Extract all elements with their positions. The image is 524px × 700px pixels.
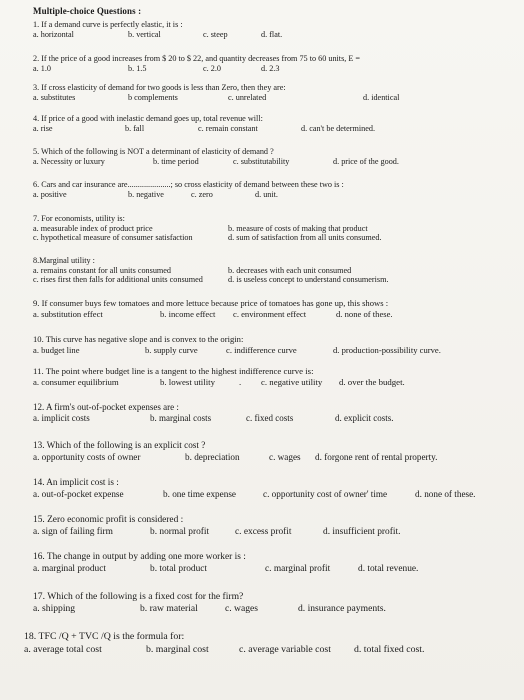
question-stem: 6. Cars and car insurance are.....................; so cross elasticity of demand between these two is : — [33, 180, 344, 189]
answer-option[interactable]: c. substitutability — [233, 157, 290, 166]
question-14 — [33, 476, 513, 498]
answer-option[interactable]: c. wages — [225, 603, 259, 614]
answer-option[interactable]: a. 1.0 — [33, 64, 51, 73]
question-11 — [33, 366, 513, 387]
answer-option[interactable]: c. average variable cost — [239, 644, 331, 655]
answer-option[interactable]: a. budget line — [33, 345, 80, 355]
question-stem: 2. If the price of a good increases from $ 20 to $ 22, and quantity decreases from 75 to 60 units, E = — [33, 54, 361, 63]
question-stem: 9. If consumer buys few tomatoes and more lettuce because price of tomatoes has gone up, this shows : — [33, 298, 389, 308]
answer-option[interactable]: a. substitution effect — [33, 309, 103, 319]
answer-options — [33, 377, 513, 387]
answer-option[interactable]: d. total fixed cost. — [354, 644, 425, 655]
question-stem: 1. If a demand curve is perfectly elastic, it is : — [33, 20, 183, 29]
answer-option[interactable]: d. is useless concept to understand consumerism. — [228, 275, 389, 285]
answer-option[interactable]: a. positive — [33, 190, 67, 199]
answer-options — [33, 224, 513, 233]
answer-option[interactable]: d. identical — [363, 93, 400, 102]
answer-option[interactable]: b. 1.5 — [128, 64, 147, 73]
answer-option[interactable]: b. vertical — [128, 30, 161, 39]
answer-option[interactable]: c. hypothetical measure of consumer satisfaction — [33, 233, 193, 243]
question-4 — [33, 114, 513, 133]
question-stem: 12. A firm's out-of-pocket expenses are : — [33, 402, 179, 412]
answer-options — [33, 266, 513, 275]
answer-option[interactable]: c. negative utility — [261, 377, 323, 387]
answer-options — [33, 345, 513, 354]
question-13 — [33, 439, 513, 461]
answer-option[interactable]: a. measurable index of product price — [33, 224, 153, 233]
answer-option[interactable]: c. marginal profit — [265, 564, 331, 574]
answer-options — [33, 190, 513, 199]
answer-option[interactable]: b. one time expense — [163, 489, 236, 499]
answer-option[interactable]: d. can't be determined. — [301, 124, 375, 133]
answer-option[interactable]: d. sum of satisfaction from all units consumed. — [228, 233, 382, 243]
answer-option[interactable]: b. decreases with each unit consumed — [228, 266, 352, 275]
question-stem: 3. If cross elasticity of demand for two goods is less than Zero, then they are: — [33, 83, 286, 92]
answer-option[interactable]: b. measure of costs of making that product — [228, 224, 368, 233]
question-12 — [33, 402, 513, 423]
question-stem: 11. The point where budget line is a tangent to the highest indifference curve is: — [33, 366, 314, 376]
answer-option[interactable]: a. opportunity costs of owner — [33, 452, 141, 462]
answer-option[interactable]: a. Necessity or luxury — [33, 157, 105, 166]
answer-option[interactable]: c. 2.0 — [203, 64, 221, 73]
question-stem: 5. Which of the following is NOT a determinant of elasticity of demand ? — [33, 147, 274, 156]
answer-options — [33, 603, 513, 614]
answer-option[interactable]: d. price of the good. — [333, 157, 399, 166]
answer-option[interactable]: . — [239, 377, 242, 387]
answer-option[interactable]: c. opportunity cost of owner' time — [263, 489, 388, 499]
answer-option[interactable]: a. remains constant for all units consumed — [33, 266, 172, 275]
answer-option[interactable]: d. insurance payments. — [298, 603, 386, 614]
answer-option[interactable]: a. marginal product — [33, 564, 106, 574]
answer-option[interactable]: c. excess profit — [235, 527, 292, 537]
answer-option[interactable]: a. horizontal — [33, 30, 74, 39]
answer-option[interactable]: a. substitutes — [33, 93, 76, 102]
answer-option[interactable]: d. insufficient profit. — [323, 527, 401, 537]
question-18 — [24, 630, 504, 654]
answer-options — [33, 309, 513, 318]
question-8 — [33, 256, 513, 284]
answer-options — [33, 157, 513, 166]
question-7 — [33, 214, 513, 242]
answer-option[interactable]: b. marginal cost — [146, 644, 209, 655]
question-stem: 14. An implicit cost is : — [33, 477, 119, 487]
question-5 — [33, 147, 513, 166]
question-15 — [33, 514, 513, 536]
answer-options — [33, 30, 513, 39]
answer-option[interactable]: c. steep — [203, 30, 228, 39]
answer-option[interactable]: d. unit. — [255, 190, 278, 199]
answer-options — [33, 563, 513, 573]
answer-option[interactable]: b. supply curve — [145, 345, 198, 355]
answer-option[interactable]: c. rises first then falls for additional units consumed — [33, 275, 203, 285]
answer-option[interactable]: a. sign of failing firm — [33, 527, 113, 537]
answer-options — [33, 451, 513, 461]
question-stem: 17. Which of the following is a fixed cost for the firm? — [33, 591, 244, 602]
answer-option[interactable]: a. shipping — [33, 603, 76, 614]
question-stem: 16. The change in output by adding one more worker is : — [33, 552, 246, 562]
question-10 — [33, 334, 513, 354]
answer-option[interactable]: b. total product — [150, 564, 208, 574]
answer-option[interactable]: d. none of these. — [336, 309, 393, 319]
answer-option[interactable]: b. negative — [128, 190, 164, 199]
answer-option[interactable]: a. average total cost — [24, 644, 102, 655]
answer-option[interactable]: b. lowest utility — [160, 377, 215, 387]
answer-option[interactable]: d. flat. — [261, 30, 283, 39]
answer-option[interactable]: d. over the budget. — [339, 377, 405, 387]
answer-options — [33, 233, 513, 242]
answer-option[interactable]: c. zero — [191, 190, 213, 199]
answer-option[interactable]: b. time period — [153, 157, 199, 166]
answer-option[interactable]: c. wages — [269, 452, 301, 462]
question-stem: 13. Which of the following is an explicit cost ? — [33, 440, 206, 450]
question-stem: 10. This curve has negative slope and is convex to the origin: — [33, 334, 244, 344]
answer-option[interactable]: d. 2.3 — [261, 64, 280, 73]
answer-option[interactable]: d. total revenue. — [358, 564, 419, 574]
answer-options — [33, 64, 513, 73]
question-stem: 15. Zero economic profit is considered : — [33, 515, 184, 525]
answer-option[interactable]: b. depreciation — [185, 452, 240, 462]
answer-option[interactable]: c. remain constant — [198, 124, 258, 133]
answer-option[interactable]: a. rise — [33, 124, 53, 133]
answer-option[interactable]: d. explicit costs. — [335, 413, 394, 423]
answer-options — [33, 275, 513, 284]
question-16 — [33, 551, 513, 573]
answer-options — [33, 526, 513, 536]
answer-option[interactable]: b. raw material — [140, 603, 198, 614]
answer-options — [33, 413, 513, 423]
answer-options — [33, 488, 513, 498]
answer-option[interactable]: c. environment effect — [233, 309, 307, 319]
question-2 — [33, 54, 513, 73]
question-3 — [33, 83, 513, 102]
question-9 — [33, 298, 513, 318]
answer-option[interactable]: c. unrelated — [228, 93, 267, 102]
question-1 — [33, 20, 513, 39]
question-17 — [33, 591, 513, 614]
page-title: Multiple-choice Questions : — [33, 6, 142, 16]
answer-options — [33, 124, 513, 133]
answer-option[interactable]: a. consumer equilibrium — [33, 377, 119, 387]
answer-option[interactable]: b. income effect — [160, 309, 216, 319]
question-stem: 8.Marginal utility : — [33, 256, 95, 265]
answer-option[interactable]: a. out-of-pocket expense — [33, 489, 124, 499]
answer-option[interactable]: d. forgone rent of rental property. — [315, 452, 438, 462]
answer-options — [33, 93, 513, 102]
answer-option[interactable]: c. fixed costs — [246, 413, 294, 423]
question-stem: 7. For economists, utility is: — [33, 214, 125, 223]
answer-option[interactable]: a. implicit costs — [33, 413, 90, 423]
question-6 — [33, 180, 513, 199]
answer-option[interactable]: b complements — [128, 93, 178, 102]
question-stem: 18. TFC /Q + TVC /Q is the formula for: — [24, 631, 185, 642]
answer-option[interactable]: c. indifference curve — [226, 345, 297, 355]
answer-option[interactable]: d. production-possibility curve. — [333, 345, 441, 355]
answer-option[interactable]: b. marginal costs — [150, 413, 212, 423]
answer-option[interactable]: d. none of these. — [415, 489, 476, 499]
answer-option[interactable]: b. fall — [125, 124, 145, 133]
answer-options — [24, 643, 504, 654]
question-stem: 4. If price of a good with inelastic demand goes up, total revenue will: — [33, 114, 263, 123]
answer-option[interactable]: b. normal profit — [150, 527, 210, 537]
